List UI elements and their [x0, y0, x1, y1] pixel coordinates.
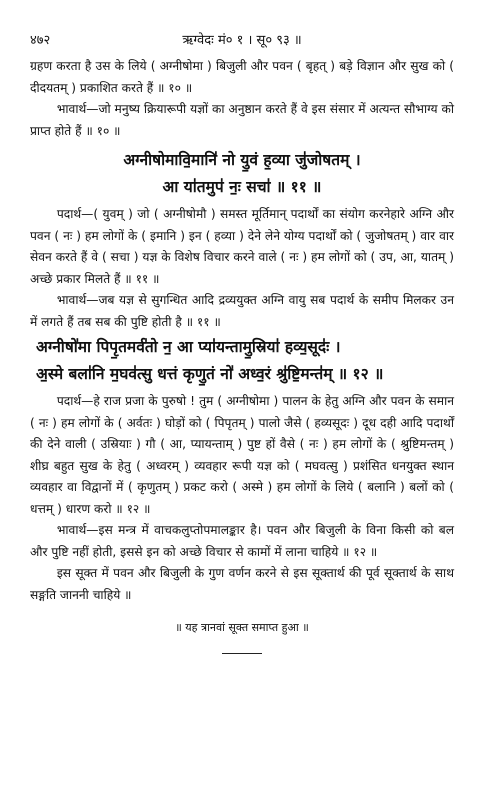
bhavartha-11: भावार्थ—जब यज्ञ से सुगन्धित आदि द्रव्ययुक्त अग्नि वायु सब पदार्थ के समीप मिलकर उन में लगते हैं तब सब की पुष्टि होती है ॥ ११ ॥: [30, 293, 454, 329]
padartha-11: पदार्थ—( युवम् ) जो ( अग्नीषोमौ ) समस्त मूर्तिमान् पदार्थों का संयोग करनेहारे अग्नि और पवन ( नः ) हम लोगों के ( इमानि ) इन ( हव्या ) देने लेने योग्य पदार्थों को ( जुजोषतम् ) वार वार सेवन करते हैं वे ( सचा ) यज्ञ के विशेष विचार करने वाले ( नः ) हम लोगों को ( उप, आ, यातम् ) अच्छे प्रकार मिलते हैं ॥ ११ ॥: [30, 207, 454, 286]
end-rule: [222, 653, 262, 654]
padartha-12: पदार्थ—हे राज प्रजा के पुरुषो ! तुम ( अग्नीषोमा ) पालन के हेतु अग्नि और पवन के समान ( नः ) हम लोगों के ( अर्वतः ) घोड़ों को ( पिपृतम् ) पालो जैसे ( हव्यसूदः ) दूध दही आदि पदार्थों की देने वाली ( उस्रियाः ) गौ ( आ, प्यायन्ताम् ) पुष्ट हों वैसे ( नः ) हम लोगों के ( श्रुष्टिमन्तम् ) शीघ्र बहुत सुख के हेतु ( अध्वरम् ) व्यवहार रूपी यज्ञ को ( मघवत्सु ) प्रशंसित धनयुक्त स्थान व्यवहार वा विद्वानों में ( कृणुतम् ) प्रकट करो ( अस्मे ) हम लोगों के लिये ( बलानि ) बलों को ( धत्तम् ) धारण करो ॥ १२ ॥: [30, 394, 454, 516]
mantra-12-line-2: अ॒स्मे बला॑नि म॒घव॑त्सु धत्तं कृणु॒तं नो॑ अध्व॒रं श्रु॑ष्टि॒मन्त॑म् ॥ १२ ॥: [36, 364, 384, 383]
sukta-colophon: ॥ यह त्रानवां सूक्त समाप्त हुआ ॥: [175, 621, 309, 634]
running-head: ऋग्वेदः मं० १ । सू० ९३ ॥: [182, 33, 302, 48]
commentary-paragraph-1: ग्रहण करता है उस के लिये ( अग्नीषोमा ) बिजुली और पवन ( बृहत् ) बड़े विज्ञान और सुख को ( दीदयतम् ) प्रकाशित करते हैं ॥ १० ॥: [30, 59, 454, 95]
page-header: [30, 30, 454, 56]
page-number: ४७२: [30, 33, 51, 48]
bhavartha-12: भावार्थ—इस मन्त्र में वाचकलुप्तोपमालङ्कार है। पवन और बिजुली के विना किसी को बल और पुष्टि नहीं होती, इससे इन को अच्छे विचार से कामों में लाना चाहिये ॥ १२ ॥: [30, 523, 454, 559]
sukta-summary: इस सूक्त में पवन और बिजुली के गुण वर्णन करने से इस सूक्तार्थ की पूर्व सूक्तार्थ के साथ सङ्गति जाननी चाहिये ॥: [30, 566, 454, 602]
mantra-11-line-1: अग्नीषोमावि॒मानि॑ नो यु॒वं ह॒व्या जु॑जोषतम् ।: [123, 150, 361, 169]
mantra-11-line-2: आ या॑तमुप॑ नः॒ सचा॑ ॥ ११ ॥: [162, 177, 322, 196]
mantra-12-line-1: अग्नीषो॑मा पिपृ॒तमर्व॑तो न॒ आ प्या॑यन्तामु॒स्रिया॑ हव्य॒सूदः॑ ।: [36, 337, 341, 356]
bhavartha-10: भावार्थ—जो मनुष्य क्रियारूपी यज्ञों का अनुष्ठान करते हैं वे इस संसार में अत्यन्त सौभाग्य को प्राप्त होते हैं ॥ १० ॥: [30, 102, 454, 138]
